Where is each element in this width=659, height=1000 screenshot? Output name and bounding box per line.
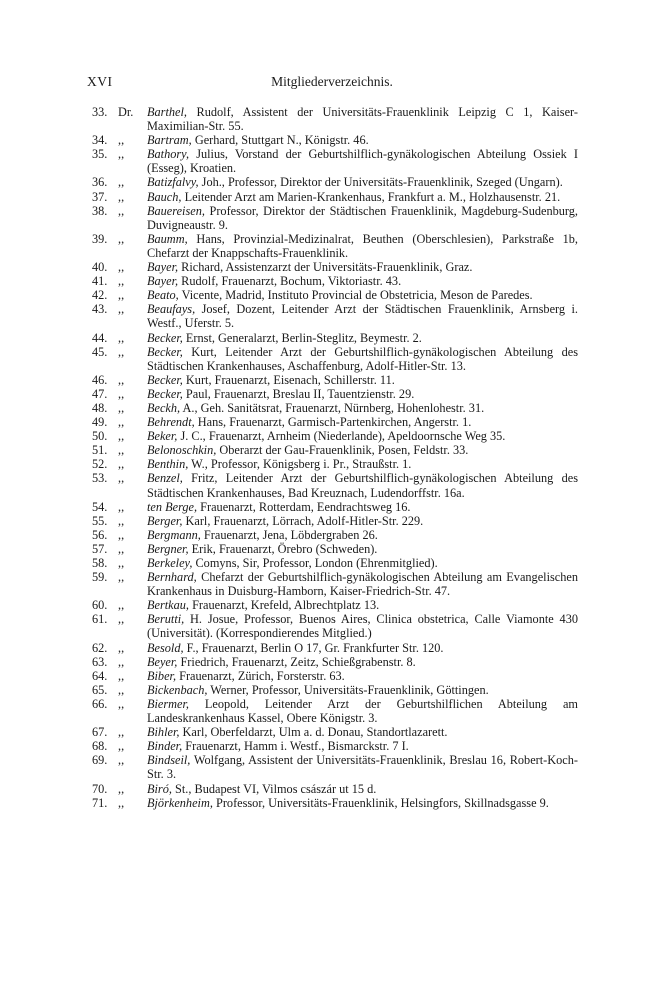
member-entry <box>92 753 578 781</box>
member-details: Leitender Arzt am Marien-Krankenhaus, Frankfurt a. M., Holzhausenstr. 21. <box>181 189 561 204</box>
member-entry <box>92 669 578 683</box>
member-details: Rudolf, Frauenarzt, Bochum, Viktoriastr. 43. <box>178 274 402 289</box>
entry-number: 71. <box>92 795 108 810</box>
entry-number: 46. <box>92 372 108 387</box>
member-entry <box>92 570 578 598</box>
member-entry <box>92 725 578 739</box>
member-entry <box>92 782 578 796</box>
member-surname: Binder, <box>147 739 183 754</box>
member-entry <box>92 641 578 655</box>
member-entry <box>92 415 578 429</box>
member-details: A., Geh. Sanitätsrat, Frauenarzt, Nürnberg, Hohenlohestr. 31. <box>180 400 485 415</box>
member-surname: Benzel, <box>147 471 183 486</box>
member-details: Oberarzt der Gau-Frauenklinik, Posen, Feldstr. 33. <box>216 443 469 458</box>
entry-prefix: ,, <box>118 471 125 486</box>
member-details: Comyns, Sir, Professor, London (Ehrenmitglied). <box>192 556 438 570</box>
entry-prefix: ,, <box>118 231 125 246</box>
entry-prefix: ,, <box>118 288 125 303</box>
member-surname: Bayer, <box>147 274 179 289</box>
entry-number: 63. <box>92 654 108 669</box>
member-entry <box>92 345 578 373</box>
member-surname: Bathory, <box>147 147 190 162</box>
entry-number: 69. <box>92 753 108 768</box>
member-details: Richard, Assistenzarzt der Universitäts-Frauenklinik, Graz. <box>178 260 473 275</box>
member-surname: Becker, <box>147 344 183 359</box>
entry-text <box>147 641 578 655</box>
entry-prefix: ,, <box>118 556 125 570</box>
entry-text <box>147 697 578 725</box>
member-entry <box>92 514 578 528</box>
entry-number: 70. <box>92 781 108 796</box>
member-surname: Benthin, <box>147 457 189 472</box>
entry-prefix: ,, <box>118 203 125 218</box>
member-details: Karl, Frauenarzt, Lörrach, Adolf-Hitler-Str. 229. <box>182 513 424 528</box>
member-details: Frauenarzt, Rotterdam, Eendrachtsweg 16. <box>197 499 411 514</box>
entry-text <box>147 147 578 175</box>
entry-prefix: ,, <box>118 147 125 162</box>
member-details: Vicente, Madrid, Instituto Provincial de Obstetricia, Meson de Paredes. <box>178 288 533 303</box>
member-details: Frauenarzt, Hamm i. Westf., Bismarckstr. 7 I. <box>182 739 409 754</box>
member-entry <box>92 373 578 387</box>
entry-number: 66. <box>92 696 108 711</box>
member-surname: Biber, <box>147 668 177 683</box>
member-entry <box>92 443 578 457</box>
member-details: St., Budapest VI, Vilmos császár ut 15 d. <box>171 781 377 796</box>
entry-text <box>147 669 578 683</box>
entry-text <box>147 105 578 133</box>
member-surname: Bertkau, <box>147 598 190 613</box>
entry-prefix: ,, <box>118 302 125 317</box>
member-entry <box>92 232 578 260</box>
member-entry <box>92 302 578 330</box>
entry-number: 41. <box>92 274 108 289</box>
member-entry <box>92 260 578 274</box>
member-entry <box>92 429 578 443</box>
entry-number: 44. <box>92 330 108 345</box>
member-surname: Björkenheim, <box>147 795 213 810</box>
member-surname: Batizfalvy, <box>147 175 199 190</box>
member-entry <box>92 683 578 697</box>
entry-prefix: ,, <box>118 598 125 613</box>
member-surname: Bergner, <box>147 541 189 556</box>
member-surname: ten Berge, <box>147 499 198 514</box>
entry-number: 53. <box>92 471 108 486</box>
entry-text <box>147 556 578 570</box>
member-details: Julius, Vorstand der Geburtshilflich-gynäkologischen Abteilung Ossiek I (Esseg), Kroatien. <box>147 147 578 176</box>
member-entry <box>92 105 578 133</box>
member-surname: Biermer, <box>147 696 190 711</box>
member-details: Josef, Dozent, Leitender Arzt der Städtischen Frauenklinik, Arnsberg i. Westf., Uferstr. 5. <box>147 302 578 331</box>
entry-number: 59. <box>92 570 108 585</box>
member-entry <box>92 655 578 669</box>
entry-number: 60. <box>92 598 108 613</box>
entry-number: 67. <box>92 725 108 740</box>
entry-text <box>147 232 578 260</box>
member-surname: Barthel, <box>147 105 187 119</box>
entry-text <box>147 274 578 288</box>
member-entry <box>92 697 578 725</box>
entry-number: 33. <box>92 105 108 119</box>
member-details: Ernst, Generalarzt, Berlin-Steglitz, Beymestr. 2. <box>182 330 422 345</box>
member-list <box>92 105 578 810</box>
entry-text <box>147 500 578 514</box>
entry-number: 47. <box>92 386 108 401</box>
member-details: Kurt, Leitender Arzt der Geburtshilflich-gynäkologischen Abteilung des Städtischen Krankenhauses, Aschaffenburg, Adolf-Hitler-Str. 13. <box>147 344 578 373</box>
member-entry <box>92 288 578 302</box>
entry-number: 39. <box>92 231 108 246</box>
entry-text <box>147 739 578 753</box>
member-entry <box>92 598 578 612</box>
member-entry <box>92 331 578 345</box>
entry-text <box>147 260 578 274</box>
entry-text <box>147 443 578 457</box>
member-details: F., Frauenarzt, Berlin O 17, Gr. Frankfurter Str. 120. <box>183 640 444 655</box>
entry-number: 61. <box>92 612 108 627</box>
member-surname: Bergmann, <box>147 527 201 542</box>
member-entry <box>92 147 578 175</box>
member-entry <box>92 542 578 556</box>
member-details: H. Josue, Professor, Buenos Aires, Clinica obstetrica, Calle Viamonte 430 (Universität). (Korrespondierendes Mitglied.) <box>147 612 578 641</box>
member-entry <box>92 175 578 189</box>
member-surname: Beker, <box>147 429 178 444</box>
member-surname: Berkeley, <box>147 556 193 570</box>
entry-text <box>147 190 578 204</box>
entry-text <box>147 302 578 330</box>
member-entry <box>92 190 578 204</box>
entry-prefix: ,, <box>118 753 125 768</box>
member-surname: Behrendt, <box>147 415 195 430</box>
member-surname: Belonoschkin, <box>147 443 217 458</box>
member-surname: Becker, <box>147 372 183 387</box>
entry-number: 64. <box>92 668 108 683</box>
entry-text <box>147 133 578 147</box>
member-details: Wolfgang, Assistent der Universitäts-Frauenklinik, Breslau 16, Robert-Koch-Str. 3. <box>147 753 578 782</box>
entry-number: 34. <box>92 133 108 148</box>
entry-number: 42. <box>92 288 108 303</box>
entry-number: 49. <box>92 415 108 430</box>
entry-number: 45. <box>92 344 108 359</box>
member-details: Erik, Frauenarzt, Örebro (Schweden). <box>188 541 378 556</box>
member-entry <box>92 204 578 232</box>
member-surname: Bauereisen, <box>147 203 205 218</box>
entry-prefix: ,, <box>118 541 125 556</box>
member-entry <box>92 500 578 514</box>
entry-text <box>147 725 578 739</box>
entry-text <box>147 345 578 373</box>
member-surname: Berger, <box>147 513 183 528</box>
member-details: Frauenarzt, Jena, Löbdergraben 26. <box>200 527 378 542</box>
member-details: Friedrich, Frauenarzt, Zeitz, Schießgrabenstr. 8. <box>177 654 416 669</box>
entry-prefix: ,, <box>118 739 125 754</box>
entry-text <box>147 331 578 345</box>
member-details: Joh., Professor, Direktor der Universitäts-Frauenklinik, Szeged (Ungarn). <box>198 175 563 190</box>
member-details: Fritz, Leitender Arzt der Geburtshilflich-gynäkologischen Abteilung des Städtischen Krankenhauses, Bad Kreuznach, Ludendorffstr. 16a. <box>147 471 578 500</box>
page-header <box>87 74 577 94</box>
member-details: Karl, Oberfeldarzt, Ulm a. d. Donau, Standortlazarett. <box>179 725 448 740</box>
entry-number: 54. <box>92 499 108 514</box>
entry-prefix: ,, <box>118 640 125 655</box>
entry-prefix: ,, <box>118 612 125 627</box>
member-surname: Biró, <box>147 781 172 796</box>
entry-prefix: ,, <box>118 725 125 740</box>
entry-text <box>147 598 578 612</box>
member-details: Gerhard, Stuttgart N., Königstr. 46. <box>191 133 369 148</box>
member-entry <box>92 387 578 401</box>
entry-number: 38. <box>92 203 108 218</box>
entry-text <box>147 655 578 669</box>
member-details: Frauenarzt, Krefeld, Albrechtplatz 13. <box>189 598 380 613</box>
member-details: W., Professor, Königsberg i. Pr., Straußstr. 1. <box>188 457 412 472</box>
entry-number: 36. <box>92 175 108 190</box>
entry-prefix: ,, <box>118 654 125 669</box>
member-surname: Bindseil, <box>147 753 191 768</box>
entry-text <box>147 175 578 189</box>
member-entry <box>92 457 578 471</box>
entry-text <box>147 542 578 556</box>
member-entry <box>92 401 578 415</box>
entry-number: 58. <box>92 556 108 570</box>
entry-prefix: ,, <box>118 429 125 444</box>
member-surname: Bauch, <box>147 189 182 204</box>
member-details: Hans, Frauenarzt, Garmisch-Partenkirchen, Angerstr. 1. <box>194 415 472 430</box>
member-surname: Beato, <box>147 288 179 303</box>
entry-prefix: ,, <box>118 330 125 345</box>
entry-text <box>147 528 578 542</box>
member-surname: Becker, <box>147 330 183 345</box>
member-entry <box>92 274 578 288</box>
entry-text <box>147 683 578 697</box>
entry-prefix: ,, <box>118 400 125 415</box>
entry-number: 56. <box>92 527 108 542</box>
member-surname: Bernhard, <box>147 570 197 585</box>
member-surname: Bihler, <box>147 725 180 740</box>
entry-prefix: ,, <box>118 443 125 458</box>
entry-prefix: ,, <box>118 189 125 204</box>
entry-prefix: ,, <box>118 457 125 472</box>
entry-prefix: ,, <box>118 133 125 148</box>
page-number: XVI <box>87 74 113 89</box>
entry-prefix: ,, <box>118 570 125 585</box>
entry-prefix: ,, <box>118 682 125 697</box>
member-entry <box>92 471 578 499</box>
entry-number: 43. <box>92 302 108 317</box>
entry-prefix: Dr. <box>118 105 134 119</box>
member-details: Rudolf, Assistent der Universitäts-Frauenklinik Leipzig C 1, Kaiser-Maximilian-Str. 55. <box>147 105 578 134</box>
entry-prefix: ,, <box>118 372 125 387</box>
member-entry <box>92 739 578 753</box>
running-title: Mitgliederverzeichnis. <box>271 74 393 89</box>
entry-text <box>147 471 578 499</box>
member-surname: Besold, <box>147 640 184 655</box>
entry-text <box>147 612 578 640</box>
entry-number: 68. <box>92 739 108 754</box>
entry-text <box>147 415 578 429</box>
entry-text <box>147 204 578 232</box>
entry-number: 62. <box>92 640 108 655</box>
entry-prefix: ,, <box>118 527 125 542</box>
member-surname: Beaufays, <box>147 302 196 317</box>
entry-text <box>147 782 578 796</box>
entry-prefix: ,, <box>118 344 125 359</box>
entry-number: 50. <box>92 429 108 444</box>
member-details: Kurt, Frauenarzt, Eisenach, Schillerstr. 11. <box>182 372 395 387</box>
entry-prefix: ,, <box>118 499 125 514</box>
entry-number: 35. <box>92 147 108 162</box>
member-surname: Bayer, <box>147 260 179 275</box>
entry-text <box>147 373 578 387</box>
entry-number: 57. <box>92 541 108 556</box>
entry-text <box>147 753 578 781</box>
entry-text <box>147 387 578 401</box>
member-entry <box>92 556 578 570</box>
entry-prefix: ,, <box>118 781 125 796</box>
member-entry <box>92 528 578 542</box>
entry-prefix: ,, <box>118 274 125 289</box>
member-entry <box>92 133 578 147</box>
entry-text <box>147 457 578 471</box>
member-surname: Baumm, <box>147 231 188 246</box>
member-details: Frauenarzt, Zürich, Forsterstr. 63. <box>176 668 345 683</box>
entry-prefix: ,, <box>118 668 125 683</box>
entry-text <box>147 429 578 443</box>
member-entry <box>92 796 578 810</box>
entry-prefix: ,, <box>118 175 125 190</box>
entry-prefix: ,, <box>118 386 125 401</box>
entry-prefix: ,, <box>118 795 125 810</box>
member-surname: Becker, <box>147 386 183 401</box>
member-entry <box>92 612 578 640</box>
member-details: Chefarzt der Geburtshilflich-gynäkologischen Abteilung am Evangelischen Krankenhaus in Duisburg-Hamborn, Kaiser-Friedrich-Str. 47. <box>147 570 578 599</box>
member-details: Professor, Universitäts-Frauenklinik, Helsingfors, Skillnadsgasse 9. <box>212 795 549 810</box>
entry-prefix: ,, <box>118 513 125 528</box>
entry-prefix: ,, <box>118 696 125 711</box>
entry-text <box>147 570 578 598</box>
entry-number: 40. <box>92 260 108 275</box>
entry-number: 51. <box>92 443 108 458</box>
entry-number: 37. <box>92 189 108 204</box>
entry-number: 48. <box>92 400 108 415</box>
entry-prefix: ,, <box>118 260 125 275</box>
entry-number: 52. <box>92 457 108 472</box>
entry-text <box>147 401 578 415</box>
member-details: Werner, Professor, Universitäts-Frauenklinik, Göttingen. <box>207 682 489 697</box>
member-details: Paul, Frauenarzt, Breslau II, Tauentzienstr. 29. <box>182 386 415 401</box>
member-details: Leopold, Leitender Arzt der Geburtshilflichen Abteilung am Landeskrankenhaus Kassel, Obere Königstr. 3. <box>147 696 578 726</box>
member-surname: Bartram, <box>147 133 192 148</box>
entry-text <box>147 514 578 528</box>
member-surname: Beckh, <box>147 400 181 415</box>
entry-text <box>147 288 578 302</box>
entry-number: 55. <box>92 513 108 528</box>
member-details: Hans, Provinzial-Medizinalrat, Beuthen (Oberschlesien), Parkstraße 1b, Chefarzt der Knappschafts-Frauenklinik. <box>147 231 578 260</box>
member-surname: Beyer, <box>147 654 178 669</box>
entry-number: 65. <box>92 682 108 697</box>
entry-text <box>147 796 578 810</box>
member-surname: Berutti, <box>147 612 185 627</box>
member-details: J. C., Frauenarzt, Arnheim (Niederlande), Apeldoornsche Weg 35. <box>177 429 506 444</box>
member-surname: Bickenbach, <box>147 682 208 697</box>
entry-prefix: ,, <box>118 415 125 430</box>
member-details: Professor, Direktor der Städtischen Frauenklinik, Magdeburg-Sudenburg, Duvigneaustr. 9. <box>147 203 578 232</box>
